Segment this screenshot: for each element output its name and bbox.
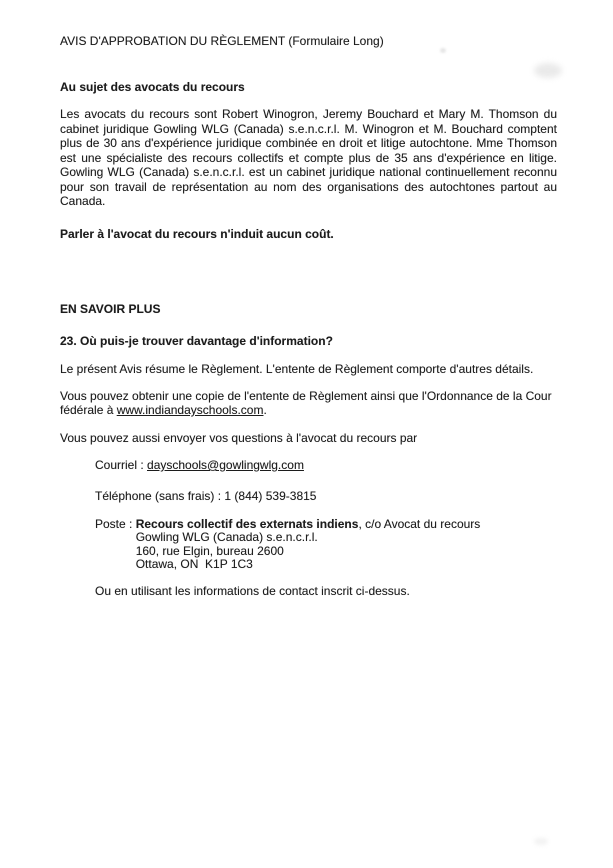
postal-address-line4: Ottawa, ON K1P 1C3: [135, 557, 253, 571]
closing-line: Ou en utilisant les informations de contact inscrit ci-dessus.: [95, 583, 410, 598]
postal-address-line2: Gowling WLG (Canada) s.e.n.c.r.l.: [135, 530, 318, 544]
phone-number: 1 (844) 539-3815: [224, 488, 317, 503]
postal-address-line1: [136, 517, 481, 531]
class-action-name: Recours collectif des externats indiens: [135, 517, 359, 531]
copy-availability-paragraph: [60, 389, 557, 418]
postal-contact-row: [95, 517, 557, 572]
phone-contact-row: [95, 489, 557, 504]
about-counsel-paragraph: Les avocats du recours sont Robert Winogron, Jeremy Bouchard et Mary M. Thomson du cabinet juridique Gowling WLG (Canada) s.e.n.c.r.l. M. Winogron et M. Bouchard comptent plus de 30 ans d'expérience juridique combinée en droit et litige autochtone. Mme Thomson est une spécialiste des recours collectifs et compte plus de 35 ans d'expérience en litige. Gowling WLG (Canada) s.e.n.c.r.l. est un cabinet juridique national continuellement reconnu pour son travail de représentation au nom des organisations des autochtones partout au Canada.: [60, 107, 557, 208]
scan-smudge: [534, 838, 548, 845]
email-link[interactable]: dayschools@gowlingwlg.com: [147, 458, 304, 472]
copy-text-after-link: .: [263, 403, 267, 417]
phone-label: Téléphone (sans frais) :: [95, 488, 225, 503]
section-heading-learn-more: EN SAVOIR PLUS: [60, 302, 161, 316]
copy-text-before-link: Vous pouvez obtenir une copie de l'entente de Règlement ainsi que l'Ordonnance de la Cour fédérale à: [60, 388, 552, 417]
questions-intro-line: Vous pouvez aussi envoyer vos questions à l'avocat du recours par: [60, 430, 418, 445]
post-label: Poste :: [95, 517, 136, 531]
section-heading-about-counsel: Au sujet des avocats du recours: [60, 79, 245, 94]
document-title: AVIS D'APPROBATION DU RÈGLEMENT (Formulaire Long): [60, 34, 384, 48]
question-23-heading: 23. Où puis-je trouver davantage d'information?: [60, 333, 333, 348]
website-link[interactable]: www.indiandayschools.com: [116, 403, 264, 417]
email-label: Courriel :: [95, 458, 148, 472]
care-of-text: , c/o Avocat du recours: [358, 517, 481, 531]
postal-address: [136, 517, 481, 572]
email-contact-row: [95, 458, 557, 473]
postal-address-line3: 160, rue Elgin, bureau 2600: [135, 543, 284, 558]
no-cost-note: Parler à l'avocat du recours n'induit aucun coût.: [60, 226, 334, 241]
settlement-summary-line: Le présent Avis résume le Règlement. L'entente de Règlement comporte d'autres détails.: [60, 362, 534, 376]
